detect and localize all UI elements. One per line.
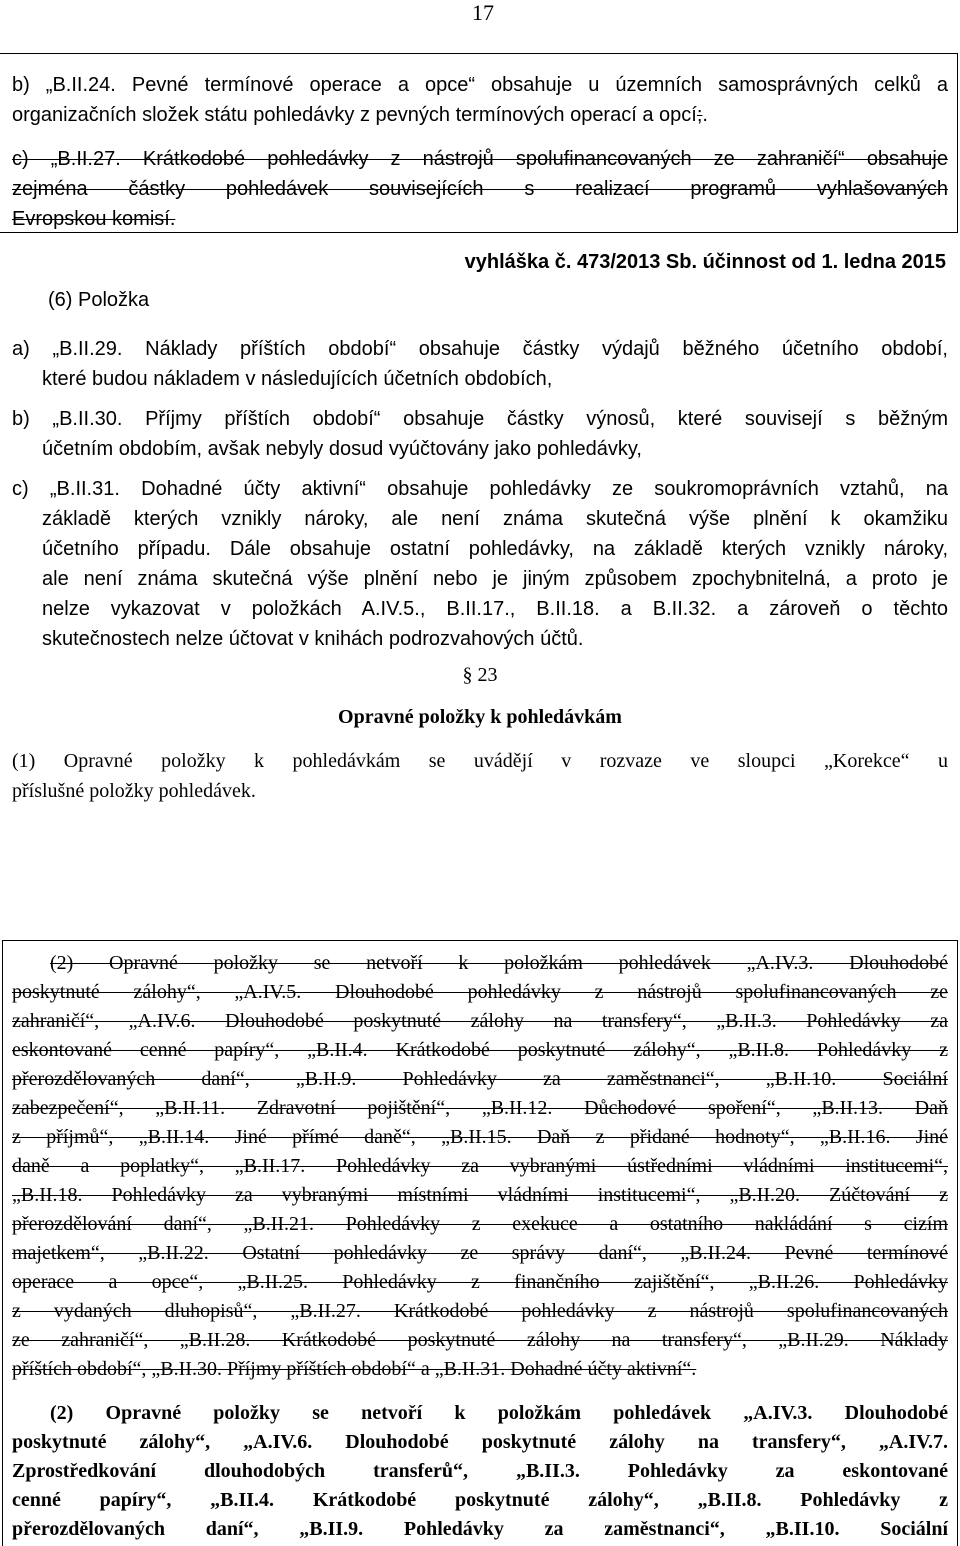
struck-para2-line: z vydaných dluhopisů“, „B.II.27. Krátkodobé pohledávky z nástrojů spolufinancovaných [12, 1300, 948, 1322]
struck-item-b-line1: b) „B.II.24. Pevné termínové operace a opce“ obsahuje u územních samosprávných celků a [12, 74, 948, 96]
struck-para2-line: daně a poplatky“, „B.II.17. Pohledávky za vybranými ústředními vládními institucemi“, [12, 1155, 948, 1177]
section-title: Opravné položky k pohledávkám [338, 706, 622, 728]
bold-para2-line: poskytnuté zálohy“, „A.IV.6. Dlouhodobé poskytnuté zálohy na transfery“, „A.IV.7. [12, 1431, 948, 1453]
item-c-line5: nelze vykazovat v položkách A.IV.5., B.II.17., B.II.18. a B.II.32. a zároveň o těchto [42, 598, 948, 620]
struck-para2-line: přerozdělovaných daní“, „B.II.9. Pohledávky za zaměstnanci“, „B.II.10. Sociální [12, 1068, 948, 1090]
struck-item-c-line1: c) „B.II.27. Krátkodobé pohledávky z nástrojů spolufinancovaných ze zahraničí“ obsahuje [12, 148, 948, 170]
page-number: 17 [472, 0, 494, 25]
struck-para2-line: operace a opce“, „B.II.25. Pohledávky z finančního zajištění“, „B.II.26. Pohledávky [12, 1271, 948, 1293]
struck-para2-line: zabezpečení“, „B.II.11. Zdravotní pojištění“, „B.II.12. Důchodové spoření“, „B.II.13. Daň [12, 1097, 948, 1119]
section-mark: § 23 [462, 664, 498, 686]
struck-para2-line: (2) Opravné položky se netvoří k položkám pohledávek „A.IV.3. Dlouhodobé [50, 952, 948, 974]
struck-para2-line: přerozdělování daní“, „B.II.21. Pohledávky z exekuce a ostatního nakládání s cizím [12, 1213, 948, 1235]
struck-para2-line: „B.II.18. Pohledávky za vybranými místními vládními institucemi“, „B.II.20. Zúčtování z [12, 1184, 948, 1206]
item-a-line2: které budou nákladem v následujících účetních obdobích, [42, 368, 553, 390]
paragraph-1-line1: (1) Opravné položky k pohledávkám se uvádějí v rozvaze ve sloupci „Korekce“ u [12, 750, 948, 772]
struck-para2-line: zahraničí“, „A.IV.6. Dlouhodobé poskytnuté zálohy na transfery“, „B.II.3. Pohledávky za [12, 1010, 948, 1032]
struck-item-b-line2: organizačních složek státu pohledávky z pevných termínových operací a opcí;. [12, 104, 708, 126]
bold-para2-line: přerozdělovaných daní“, „B.II.9. Pohledávky za zaměstnanci“, „B.II.10. Sociální [12, 1518, 948, 1540]
struck-para2-line: z příjmů“, „B.II.14. Jiné přímé daně“, „B.II.15. Daň z přidané hodnoty“, „B.II.16. Jiné [12, 1126, 948, 1148]
struck-para2-line: příštích období“, „B.II.30. Příjmy příštích období“ a „B.II.31. Dohadné účty aktivní“. [12, 1358, 697, 1380]
struck-para2-line: majetkem“, „B.II.22. Ostatní pohledávky ze správy daní“, „B.II.24. Pevné termínové [12, 1242, 948, 1264]
struck-para2-line: ze zahraničí“, „B.II.28. Krátkodobé poskytnuté zálohy na transfery“, „B.II.29. Náklady [12, 1329, 948, 1351]
item-c-line4: ale není známa skutečná výše plnění nebo je jiným způsobem zpochybnitelná, a proto je [42, 568, 948, 590]
struck-item-c-line2: zejména částky pohledávek souvisejících s realizací programů vyhlašovaných [12, 178, 948, 200]
bold-para2-line: cenné papíry“, „B.II.4. Krátkodobé poskytnuté zálohy“, „B.II.8. Pohledávky z [12, 1489, 948, 1511]
paragraph-1-line2: příslušné položky pohledávek. [12, 780, 256, 802]
item-c-line3: účetního případu. Dále obsahuje ostatní pohledávky, na základě kterých vznikly nároky, [42, 538, 948, 560]
item-a-line1: a) „B.II.29. Náklady příštích období“ obsahuje částky výdajů běžného účetního období, [12, 338, 948, 360]
item-c-line2: základě kterých vznikly nároky, ale není známa skutečná výše plnění k okamžiku [42, 508, 948, 530]
item-c-line1: c) „B.II.31. Dohadné účty aktivní“ obsahuje pohledávky ze soukromoprávních vztahů, na [12, 478, 948, 500]
decree-note: vyhláška č. 473/2013 Sb. účinnost od 1. ledna 2015 [464, 251, 946, 273]
item-b-line1: b) „B.II.30. Příjmy příštích období“ obsahuje částky výnosů, které souvisejí s běžným [12, 408, 948, 430]
item-c-line6: skutečnostech nelze účtovat v knihách podrozvahových účtů. [42, 628, 584, 650]
struck-semicolon: ; [696, 104, 703, 126]
item-b-line2: účetním obdobím, avšak nebyly dosud vyúčtovány jako pohledávky, [42, 438, 642, 460]
struck-para2-line: poskytnuté zálohy“, „A.IV.5. Dlouhodobé pohledávky z nástrojů spolufinancovaných ze [12, 981, 948, 1003]
bold-para2-line: (2) Opravné položky se netvoří k položkám pohledávek „A.IV.3. Dlouhodobé [50, 1402, 948, 1424]
struck-para2-line: eskontované cenné papíry“, „B.II.4. Krátkodobé poskytnuté zálohy“, „B.II.8. Pohledávky z [12, 1039, 948, 1061]
bold-para2-line: Zprostředkování dlouhodobých transferů“, „B.II.3. Pohledávky za eskontované [12, 1460, 948, 1482]
polozka-heading: (6) Položka [48, 289, 150, 311]
struck-item-c-line3: Evropskou komisí. [12, 208, 176, 230]
